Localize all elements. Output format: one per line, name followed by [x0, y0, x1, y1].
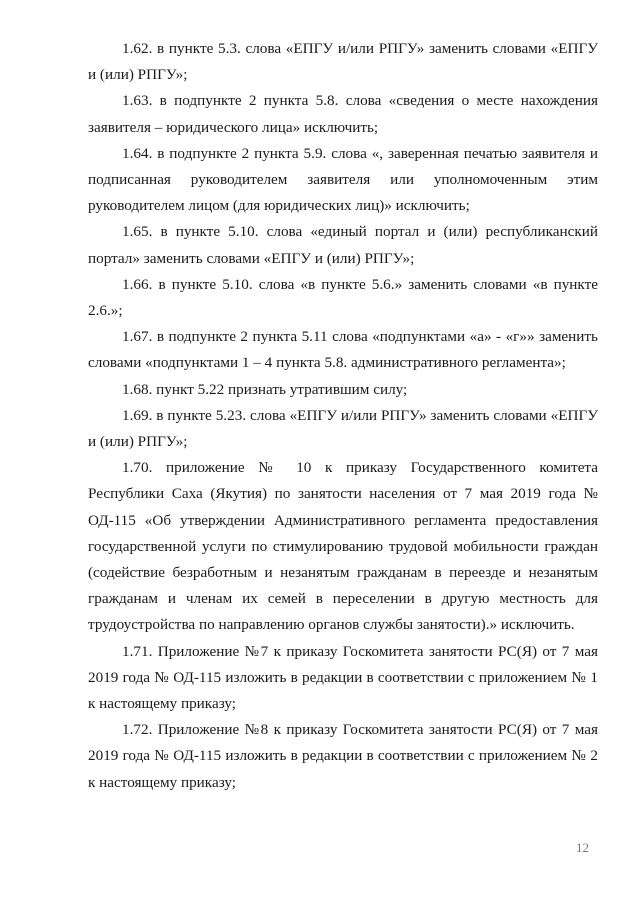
paragraph-1-66: 1.66. в пункте 5.10. слова «в пункте 5.6.» заменить словами «в пункте 2.6.»;: [88, 275, 598, 320]
paragraph-1-62: 1.62. в пункте 5.3. слова «ЕПГУ и/или РПГУ» заменить словами «ЕПГУ и (или) РПГУ»;: [88, 40, 598, 84]
paragraph-1-70: 1.70. приложение № 10 к приказу Государственного комитета Республики Саха (Якутия) по занятости населения от 7 мая 2019 года № ОД-115 «Об утверждении Административного регламента предоставления государственной услуги по стимулированию трудовой мобильности граждан (содействие безработным и незанятым гражданам в переезде и незанятым гражданам и членам их семей в переселении в другую местность для трудоустройства по направлению органов службы занятости).» исключить.: [88, 459, 598, 634]
paragraph-1-63: 1.63. в подпункте 2 пункта 5.8. слова «сведения о месте нахождения заявителя – юридического лица» исключить;: [88, 92, 598, 136]
paragraph-1-67: 1.67. в подпункте 2 пункта 5.11 слова «подпунктами «а» - «г»» заменить словами «подпунктами 1 – 4 пункта 5.8. административного регламента»;: [88, 328, 598, 372]
paragraph-1-64: 1.64. в подпункте 2 пункта 5.9. слова «, заверенная печатью заявителя и подписанная руководителем заявителя или уполномоченным этим руководителем лицом (для юридических лиц)» исключить;: [88, 144, 598, 215]
page-number: 12: [576, 840, 589, 855]
paragraph-1-68: 1.68. пункт 5.22 признать утратившим силу;: [122, 380, 408, 398]
paragraph-1-71: 1.71. Приложение №7 к приказу Госкомитета занятости РС(Я) от 7 мая 2019 года № ОД-115 изложить в редакции в соответствии с приложением № 1 к настоящему приказу;: [88, 642, 598, 713]
document-body: [88, 36, 598, 796]
paragraph-1-69: 1.69. в пункте 5.23. слова «ЕПГУ и/или РПГУ» заменить словами «ЕПГУ и (или) РПГУ»;: [88, 406, 598, 451]
paragraph-1-65: 1.65. в пункте 5.10. слова «единый портал и (или) республиканский портал» заменить словами «ЕПГУ и (или) РПГУ»;: [88, 223, 598, 267]
paragraph-1-72: 1.72. Приложение №8 к приказу Госкомитета занятости РС(Я) от 7 мая 2019 года № ОД-115 изложить в редакции в соответствии с приложением № 2 к настоящему приказу;: [88, 721, 598, 791]
